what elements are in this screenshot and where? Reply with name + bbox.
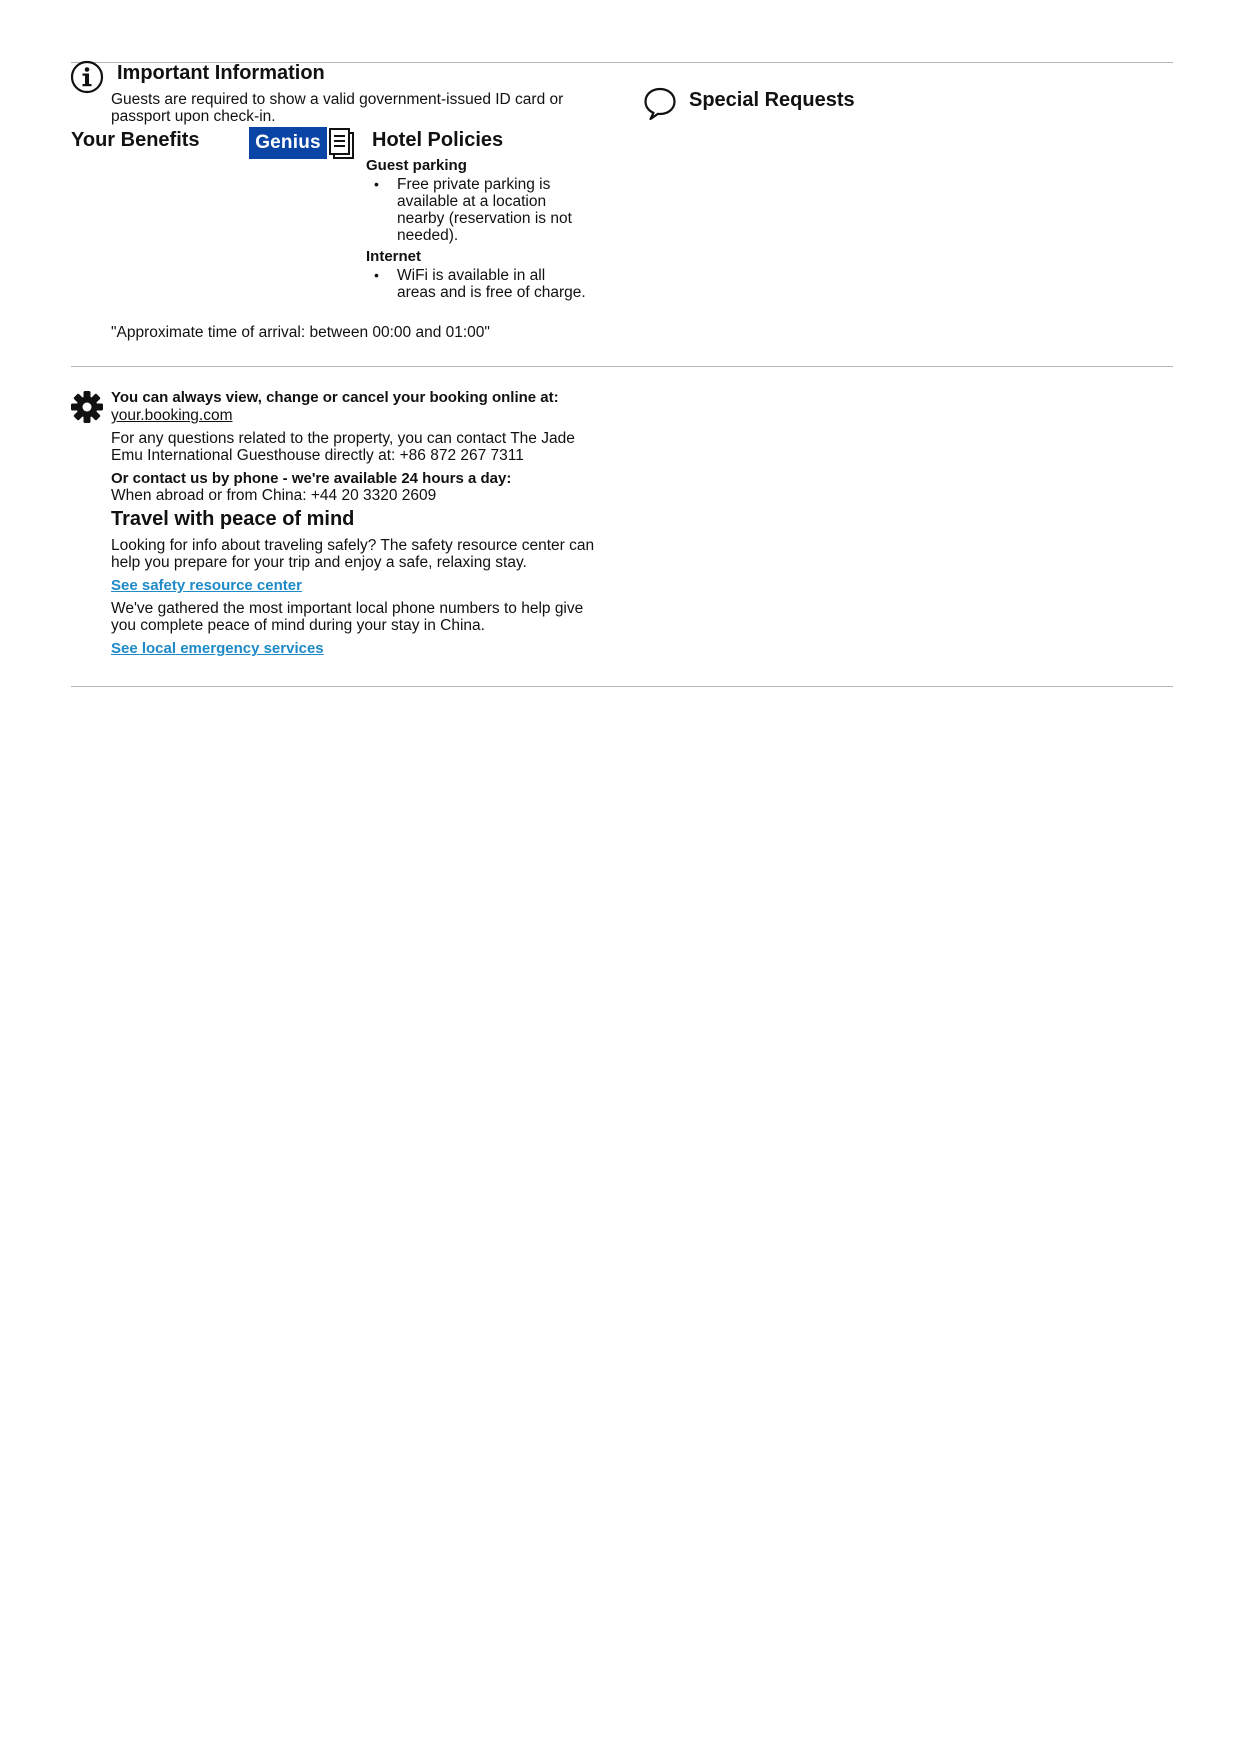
bottom-divider [71,686,1173,687]
parking-items [366,176,586,244]
list-item: • Free private parking is available at a location nearby (reservation is not needed). [366,176,586,244]
hotel-policies-title: Hotel Policies [372,129,504,151]
hotel-policies-list [366,157,586,301]
phone-contact-heading: Or contact us by phone - we're available 24 hours a day: [111,470,512,487]
middle-divider [71,366,1173,367]
list-item: • WiFi is available in all areas and is free of charge. [366,267,586,301]
important-info-title: Important Information [117,62,325,84]
arrival-time-note: "Approximate time of arrival: between 00:00 and 01:00" [111,324,490,341]
document-icon [328,127,356,161]
booking-site-link[interactable]: your.booking.com [111,407,233,424]
gear-icon [70,390,104,424]
emergency-services-link[interactable]: See local emergency services [111,640,324,657]
travel-title: Travel with peace of mind [111,508,355,530]
info-circle-icon [70,60,104,94]
important-info-text: Guests are required to show a valid government-issued ID card or passport upon check-in. [111,91,564,125]
speech-bubble-icon [643,86,677,122]
policy-heading-parking: Guest parking [366,157,467,174]
manage-booking-heading: You can always view, change or cancel your booking online at: [111,389,559,406]
safety-text: Looking for info about traveling safely? The safety resource center can help you prepare for your trip and enjoy a safe, relaxing stay. [111,537,595,571]
property-contact-text: For any questions related to the property, you can contact The Jade Emu International Guesthouse directly at: +86 872 267 7311 [111,430,575,464]
internet-items [366,267,586,301]
phone-contact-text: When abroad or from China: +44 20 3320 2609 [111,487,437,504]
your-benefits-title: Your Benefits [71,129,200,151]
emergency-text: We've gathered the most important local phone numbers to help give you complete peace of mind during your stay in China. [111,600,584,634]
manage-booking-section [111,389,611,657]
genius-logo: Genius [249,127,327,159]
special-requests-title: Special Requests [689,89,855,111]
safety-resource-link[interactable]: See safety resource center [111,577,302,594]
policy-heading-internet: Internet [366,248,422,265]
